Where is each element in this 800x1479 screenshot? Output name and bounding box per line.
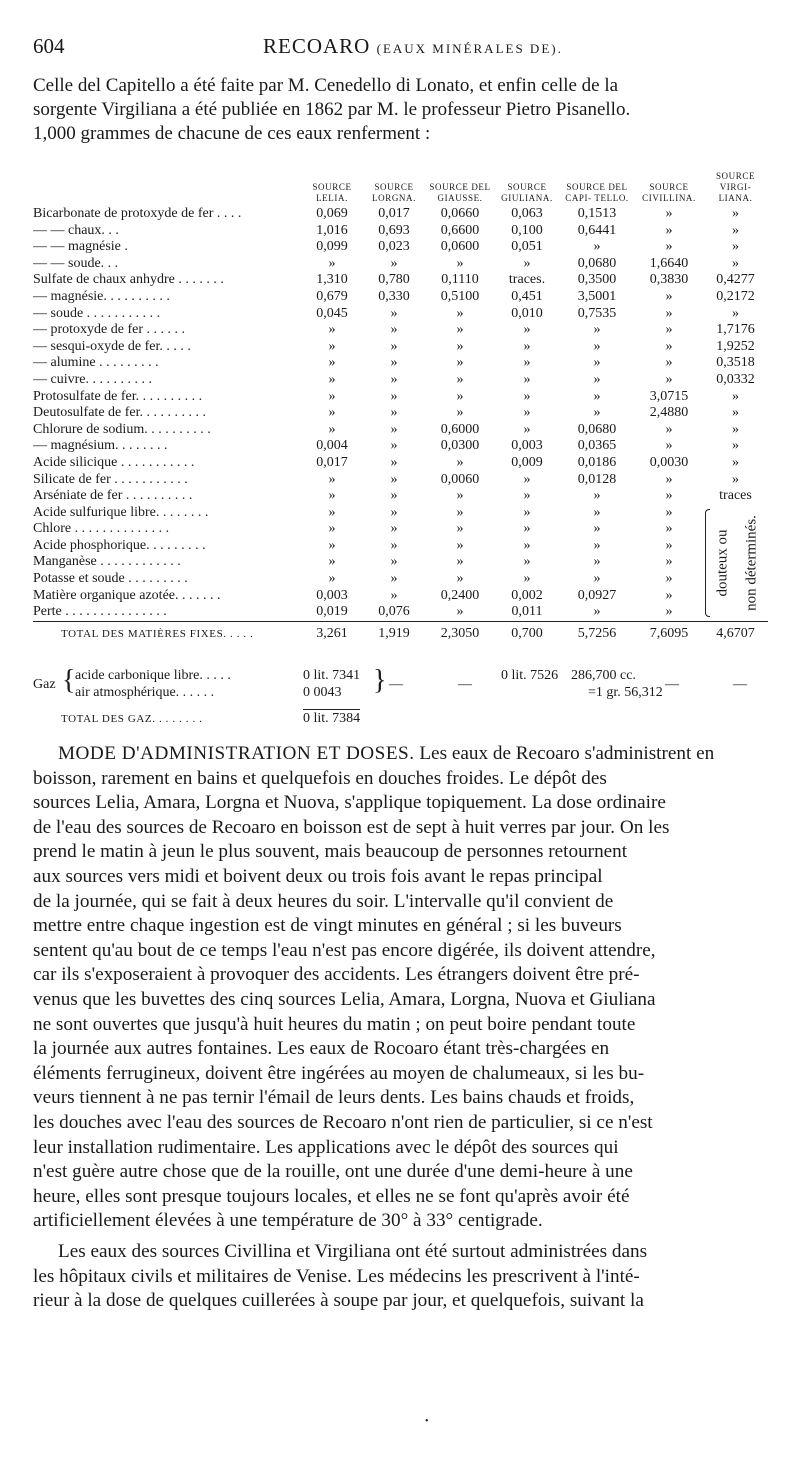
- body-line: les hôpitaux civils et militaires de Venise. Les médecins les prescrivent à l'inté-: [33, 1265, 640, 1287]
- row-label: — — chaux. . .: [33, 222, 119, 238]
- table-cell: 0,0300: [440, 438, 480, 454]
- body-line: prend le matin à jeun le plus souvent, mais beaucoup de personnes retournent: [33, 841, 628, 863]
- table-cell: »: [390, 587, 398, 603]
- gas-label: Gaz: [33, 677, 56, 692]
- table-cell: »: [732, 471, 739, 487]
- table-cell: »: [328, 521, 336, 537]
- table-cell: »: [390, 571, 398, 587]
- table-cell: 0,780: [378, 272, 410, 288]
- table-row: [33, 488, 768, 505]
- table-row: [33, 521, 768, 538]
- row-label: — sesqui-oxyde de fer. . . . .: [33, 338, 191, 354]
- table-cell: »: [456, 488, 464, 504]
- table-cell: 0,2400: [440, 587, 480, 603]
- table-cell: »: [328, 537, 336, 553]
- table-cell: 0,100: [511, 222, 543, 238]
- table-cell: 0,099: [316, 239, 348, 255]
- running-title-paren: (EAUX MINÉRALES DE).: [376, 41, 563, 56]
- table-row: [33, 322, 768, 339]
- table-cell: »: [456, 504, 464, 520]
- table-cell: »: [390, 255, 398, 271]
- gas-line2-value: 0 0043: [303, 685, 342, 700]
- table-cell: »: [732, 222, 739, 238]
- row-label: Deutosulfate de fer. . . . . . . . . .: [33, 405, 207, 421]
- table-cell: »: [665, 206, 673, 221]
- table-cell: »: [456, 255, 464, 271]
- table-cell: »: [665, 239, 673, 255]
- total-cell: 7,6095: [635, 621, 703, 644]
- table-cell: »: [328, 421, 336, 437]
- row-label: Chlore . . . . . . . . . . . . . .: [33, 521, 170, 537]
- table-cell: 1,016: [316, 222, 348, 238]
- note-text-2: non déterminés.: [743, 514, 760, 611]
- table-cell: »: [456, 355, 464, 371]
- table-cell: »: [665, 355, 673, 371]
- table-cell: 0,6600: [440, 222, 480, 238]
- table-cell: »: [328, 554, 336, 570]
- table-cell: 0,6000: [440, 421, 480, 437]
- table-cell: 0,003: [316, 587, 348, 603]
- gas-dash-civillina: —: [665, 677, 679, 692]
- table-cell: »: [523, 504, 531, 520]
- table-cell: »: [328, 471, 336, 487]
- row-label: Manganèse . . . . . . . . . . . .: [33, 554, 181, 570]
- table-cell: »: [390, 554, 398, 570]
- table-cell: 3,0715: [649, 388, 689, 404]
- table-cell: 0,0186: [577, 454, 617, 470]
- table-cell: »: [523, 571, 531, 587]
- table-cell: 0,4277: [716, 272, 755, 288]
- gas-line1-label: acide carbonique libre. . . . .: [75, 668, 231, 683]
- table-cell: 0,679: [316, 288, 348, 304]
- total-cell: 0,700: [495, 621, 559, 644]
- table-cell: »: [456, 388, 464, 404]
- table-cell: »: [390, 504, 398, 520]
- table-cell: »: [665, 322, 673, 338]
- table-cell: »: [593, 554, 601, 570]
- total-row: [33, 621, 768, 644]
- body-line: n'est guère autre chose que de la rouille, ont une durée d'une demi-heure à une: [33, 1161, 633, 1183]
- gas-capitello-value: 286,700 cc.: [571, 668, 636, 683]
- intro-line-2: sorgente Virgiliana a été publiée en 1862 par M. le professeur Pietro Pisanello.: [33, 99, 631, 120]
- table-cell: »: [732, 206, 739, 221]
- table-cell: 0,045: [316, 305, 348, 321]
- table-cell: 0,3518: [716, 355, 755, 371]
- table-cell: »: [390, 454, 398, 470]
- body-line: les douches avec l'eau des sources de Recoaro n'ont rien de particulier, si ce n'est: [33, 1112, 653, 1133]
- table-cell: »: [456, 405, 464, 421]
- table-cell: 0,0680: [577, 421, 617, 437]
- body-line: Les eaux des sources Civillina et Virgiliana ont été surtout administrées dans: [58, 1241, 648, 1262]
- table-cell: »: [390, 371, 398, 387]
- table-cell: »: [523, 255, 531, 271]
- table-cell: »: [593, 521, 601, 537]
- table-cell: 3,5001: [577, 288, 617, 304]
- table-row: [33, 472, 768, 489]
- table-cell: »: [665, 504, 673, 520]
- table-cell: 0,1513: [577, 206, 617, 221]
- table-cell: »: [665, 371, 673, 387]
- table-cell: 0,076: [378, 604, 410, 620]
- table-cell: 0,6441: [577, 222, 617, 238]
- table-cell: 0,010: [511, 305, 543, 321]
- table-cell: »: [456, 571, 464, 587]
- table-header-row: [33, 160, 768, 206]
- table-cell: »: [523, 405, 531, 421]
- table-cell: »: [665, 521, 673, 537]
- total-cell: 2,3050: [425, 621, 495, 644]
- table-cell: 1,9252: [716, 338, 755, 354]
- gas-dash-lorgna: —: [389, 677, 403, 692]
- table-cell: »: [523, 338, 531, 354]
- table-cell: traces: [719, 488, 752, 504]
- body-line: rieur à la dose de quelques cuillerées à soupe par jour, et quelquefois, suivant la: [33, 1290, 644, 1312]
- table-row: [33, 571, 768, 588]
- table-cell: »: [665, 537, 673, 553]
- gas-line1-value: 0 lit. 7341: [303, 668, 361, 683]
- note-brace: [705, 509, 710, 617]
- page-number: 604: [33, 34, 65, 58]
- table-cell: »: [593, 604, 601, 620]
- row-label: Matière organique azotée. . . . . . .: [33, 587, 221, 603]
- total-cell: 5,7256: [559, 621, 635, 644]
- table-cell: »: [390, 388, 398, 404]
- gas-left-brace: {: [62, 665, 76, 696]
- body-line: sentent qu'au bout de ce temps l'eau n'est pas encore digérée, ils doivent attendre,: [33, 939, 656, 961]
- column-header: SOURCE LELIA.: [312, 182, 352, 203]
- table-cell: 1,6640: [649, 255, 689, 271]
- table-cell: 0,2172: [716, 288, 755, 304]
- body-line: veurs tiennent à ne pas ternir l'émail de leurs dents. Les bains chauds et froids,: [33, 1087, 635, 1109]
- table-cell: »: [665, 438, 673, 454]
- table-cell: »: [665, 488, 673, 504]
- table-cell: »: [456, 554, 464, 570]
- analysis-table-wrap: [33, 160, 768, 644]
- table-cell: 0,330: [378, 288, 410, 304]
- table-cell: »: [732, 239, 739, 255]
- body-line: artificiellement élevées à une température de 30° à 33° centigrade.: [33, 1210, 543, 1232]
- table-cell: 0,0600: [440, 239, 480, 255]
- table-cell: »: [390, 438, 398, 454]
- table-cell: »: [328, 388, 336, 404]
- table-cell: »: [456, 322, 464, 338]
- table-cell: »: [456, 305, 464, 321]
- table-cell: »: [456, 537, 464, 553]
- table-cell: »: [665, 587, 673, 603]
- table-cell: »: [523, 471, 531, 487]
- table-cell: »: [390, 305, 398, 321]
- row-label: — soude . . . . . . . . . . .: [33, 305, 161, 321]
- footer-mark: •: [425, 1416, 429, 1427]
- table-cell: 0,0060: [440, 471, 480, 487]
- body-line: de l'eau des sources de Recoaro en boisson est de sept à huit verres par jour. On les: [33, 816, 670, 838]
- table-cell: 0,0030: [649, 454, 689, 470]
- row-label: Silicate de fer . . . . . . . . . . .: [33, 471, 188, 487]
- table-cell: »: [665, 338, 673, 354]
- table-row: [33, 455, 768, 472]
- body-line: éléments ferrugineux, doivent être ingérées au moyen de chalumeaux, si les bu-: [33, 1062, 645, 1084]
- table-cell: »: [523, 488, 531, 504]
- intro-line-1: Celle del Capitello a été faite par M. Cenedello di Lonato, et enfin celle de la: [33, 75, 619, 96]
- undetermined-note: [703, 505, 768, 622]
- table-cell: 0,023: [378, 239, 410, 255]
- table-row: [33, 604, 768, 621]
- table-cell: »: [328, 571, 336, 587]
- table-cell: »: [665, 471, 673, 487]
- body-line: de la journée, qui se fait à deux heures du soir. L'intervalle qu'il convient de: [33, 890, 614, 912]
- table-cell: 0,7535: [577, 305, 617, 321]
- row-label: Arséniate de fer . . . . . . . . . .: [33, 488, 193, 504]
- row-label: Acide silicique . . . . . . . . . . .: [33, 454, 195, 470]
- table-cell: »: [390, 421, 398, 437]
- table-cell: »: [732, 438, 739, 454]
- section-heading: MODE D'ADMINISTRATION ET DOSES.: [58, 743, 415, 764]
- total-label: TOTAL DES MATIÈRES FIXES. . . . .: [33, 621, 301, 644]
- table-cell: »: [523, 371, 531, 387]
- table-cell: 0,004: [316, 438, 348, 454]
- table-cell: 0,009: [511, 454, 543, 470]
- table-cell: »: [593, 322, 601, 338]
- table-cell: »: [328, 488, 336, 504]
- table-cell: »: [328, 405, 336, 421]
- table-cell: »: [390, 322, 398, 338]
- table-cell: »: [593, 239, 601, 255]
- table-cell: »: [732, 454, 739, 470]
- row-label: Chlorure de sodium. . . . . . . . . .: [33, 421, 211, 437]
- row-label: Acide sulfurique libre. . . . . . . .: [33, 504, 209, 520]
- table-cell: 0,002: [511, 587, 543, 603]
- table-cell: 0,3500: [577, 272, 617, 288]
- table-cell: 0,017: [378, 206, 410, 221]
- table-cell: »: [593, 571, 601, 587]
- body-line: leur installation rudimentaire. Les applications avec le dépôt des sources qui: [33, 1136, 619, 1158]
- table-cell: traces.: [508, 272, 546, 288]
- table-cell: »: [593, 371, 601, 387]
- row-label: — alumine . . . . . . . . .: [33, 355, 159, 371]
- gas-dash-virgiliana: —: [733, 677, 747, 692]
- total-cell: 1,919: [363, 621, 425, 644]
- body-line: car ils s'exposeraient à provoquer des accidents. Les étrangers doivent être pré-: [33, 964, 640, 986]
- table-cell: »: [593, 488, 601, 504]
- table-row: [33, 223, 768, 240]
- body-line: la journée aux autres fontaines. Les eaux de Rocoaro étant très-chargées en: [33, 1038, 610, 1060]
- table-row: [33, 554, 768, 571]
- table-cell: »: [390, 338, 398, 354]
- table-cell: 0,0660: [440, 206, 480, 221]
- table-cell: »: [523, 355, 531, 371]
- table-cell: »: [456, 521, 464, 537]
- table-header-blank: [33, 160, 301, 206]
- row-label: — — magnésie .: [33, 239, 128, 255]
- table-cell: 0,3830: [649, 272, 689, 288]
- gas-right-brace: }: [373, 665, 387, 696]
- table-cell: »: [456, 604, 464, 620]
- row-label: — — soude. . .: [33, 255, 119, 271]
- table-cell: 0,017: [316, 454, 348, 470]
- row-label: Perte . . . . . . . . . . . . . . .: [33, 604, 167, 620]
- table-cell: »: [456, 338, 464, 354]
- table-cell: »: [732, 421, 739, 437]
- table-cell: »: [328, 355, 336, 371]
- table-cell: »: [390, 405, 398, 421]
- row-label: — protoxyde de fer . . . . . .: [33, 322, 186, 338]
- table-cell: 0,0927: [577, 587, 617, 603]
- column-header: SOURCE DEL CAPI- TELLO.: [565, 182, 629, 203]
- table-row: [33, 538, 768, 555]
- table-cell: »: [328, 371, 336, 387]
- table-cell: 0,0128: [577, 471, 617, 487]
- table-row: [33, 289, 768, 306]
- table-cell: »: [593, 338, 601, 354]
- note-text-1: douteux ou: [714, 529, 731, 597]
- body-line: venus que les buvettes des cinq sources Lelia, Amara, Lorgna, Nuova et Giuliana: [33, 989, 656, 1010]
- gas-giuliana-value: 0 lit. 7526: [501, 668, 559, 683]
- table-row: [33, 405, 768, 422]
- table-cell: 0,011: [511, 604, 543, 620]
- table-cell: »: [523, 554, 531, 570]
- table-cell: »: [328, 255, 336, 271]
- table-row: [33, 355, 768, 372]
- table-cell: »: [665, 305, 673, 321]
- gas-capitello-value2: =1 gr. 56,312: [588, 685, 663, 700]
- column-header: SOURCE CIVILLINA.: [642, 182, 696, 203]
- table-cell: 0,019: [316, 604, 348, 620]
- table-row: [33, 505, 768, 522]
- table-cell: »: [328, 338, 336, 354]
- table-cell: »: [390, 521, 398, 537]
- running-header: [33, 34, 760, 64]
- table-cell: 2,4880: [649, 405, 689, 421]
- table-cell: »: [390, 537, 398, 553]
- table-row: [33, 438, 768, 455]
- table-row: [33, 272, 768, 289]
- table-cell: »: [328, 322, 336, 338]
- row-label: Bicarbonate de protoxyde de fer . . . .: [33, 206, 242, 221]
- row-label: Acide phosphorique. . . . . . . . .: [33, 537, 206, 553]
- column-header: SOURCE LORGNA.: [372, 182, 416, 203]
- table-cell: »: [665, 571, 673, 587]
- row-label: — cuivre. . . . . . . . . .: [33, 371, 152, 387]
- table-cell: »: [593, 537, 601, 553]
- gas-dash-giausse: —: [458, 677, 472, 692]
- table-row: [33, 372, 768, 389]
- column-header: SOURCE VIRGI- LIANA.: [715, 171, 756, 203]
- gas-line2-label: air atmosphérique. . . . . .: [75, 685, 215, 700]
- table-cell: »: [456, 371, 464, 387]
- running-title-main: RECOARO: [263, 34, 371, 58]
- table-row: [33, 588, 768, 605]
- analysis-table: [33, 160, 768, 644]
- table-cell: »: [456, 454, 464, 470]
- table-cell: »: [328, 504, 336, 520]
- table-cell: »: [732, 305, 739, 321]
- table-cell: »: [593, 405, 601, 421]
- body-line: aux sources vers midi et boivent deux ou trois fois avant le repas principal: [33, 866, 603, 887]
- table-cell: 0,069: [316, 206, 348, 221]
- table-cell: »: [523, 521, 531, 537]
- table-row: [33, 206, 768, 223]
- table-cell: 0,051: [511, 239, 543, 255]
- table-cell: 0,0332: [716, 371, 755, 387]
- total-cell: 4,6707: [703, 621, 768, 644]
- body-line-text: Les eaux de Recoaro s'administrent en: [414, 743, 715, 764]
- row-label: Potasse et soude . . . . . . . . .: [33, 571, 188, 587]
- body-line: heure, elles sont presque toujours locales, et elles ne se font qu'après avoir été: [33, 1185, 630, 1207]
- table-cell: »: [665, 421, 673, 437]
- table-cell: 0,0365: [577, 438, 617, 454]
- table-cell: »: [523, 537, 531, 553]
- running-title: [263, 34, 563, 59]
- table-cell: »: [523, 388, 531, 404]
- table-row: [33, 256, 768, 273]
- table-cell: 0,5100: [440, 288, 480, 304]
- body-line: sources Lelia, Amara, Lorgna et Nuova, s'applique topiquement. La dose ordinaire: [33, 792, 666, 814]
- row-label: — magnésie. . . . . . . . . .: [33, 288, 170, 304]
- gas-total-value: 0 lit. 7384: [303, 711, 361, 726]
- table-cell: »: [390, 488, 398, 504]
- body-line: [58, 742, 798, 767]
- body-line: mettre entre chaque ingestion est de vingt minutes en général ; si les buveurs: [33, 915, 622, 937]
- table-cell: »: [593, 504, 601, 520]
- table-row: [33, 422, 768, 439]
- body-line: boisson, rarement en bains et quelquefois en douches froides. Le dépôt des: [33, 767, 607, 789]
- table-cell: 1,7176: [716, 322, 755, 338]
- table-cell: »: [732, 405, 739, 421]
- table-cell: »: [732, 255, 739, 271]
- column-header: SOURCE DEL GIAUSSE.: [429, 182, 491, 203]
- table-cell: 1,310: [316, 272, 348, 288]
- table-cell: 0,003: [511, 438, 543, 454]
- table-cell: »: [523, 421, 531, 437]
- table-cell: »: [665, 222, 673, 238]
- table-cell: 0,063: [511, 206, 543, 221]
- table-cell: 0,1110: [441, 272, 479, 288]
- total-cell: 3,261: [301, 621, 363, 644]
- table-cell: »: [390, 355, 398, 371]
- table-cell: »: [732, 388, 739, 404]
- table-cell: 0,693: [378, 222, 410, 238]
- body-line: ne sont ouvertes que jusqu'à huit heures du matin ; on peut boire pendant toute: [33, 1013, 636, 1035]
- row-label: Sulfate de chaux anhydre . . . . . . .: [33, 272, 224, 288]
- table-cell: »: [593, 355, 601, 371]
- table-cell: »: [593, 388, 601, 404]
- row-label: Protosulfate de fer. . . . . . . . . .: [33, 388, 203, 404]
- table-cell: 0,0680: [577, 255, 617, 271]
- gas-total-label: TOTAL DES GAZ. . . . . . . .: [61, 713, 203, 725]
- table-cell: 0,451: [511, 288, 543, 304]
- table-cell: »: [665, 554, 673, 570]
- intro-line-3: 1,000 grammes de chacune de ces eaux renferment :: [33, 123, 431, 144]
- table-body: [33, 206, 768, 644]
- table-row: [33, 306, 768, 323]
- table-cell: »: [390, 471, 398, 487]
- table-row: [33, 339, 768, 356]
- table-row: [33, 239, 768, 256]
- table-cell: »: [665, 604, 673, 620]
- row-label: — magnésium. . . . . . . .: [33, 438, 168, 454]
- column-header: SOURCE GIULIANA.: [501, 182, 553, 203]
- table-cell: »: [523, 322, 531, 338]
- table-cell: »: [665, 288, 673, 304]
- table-row: [33, 389, 768, 406]
